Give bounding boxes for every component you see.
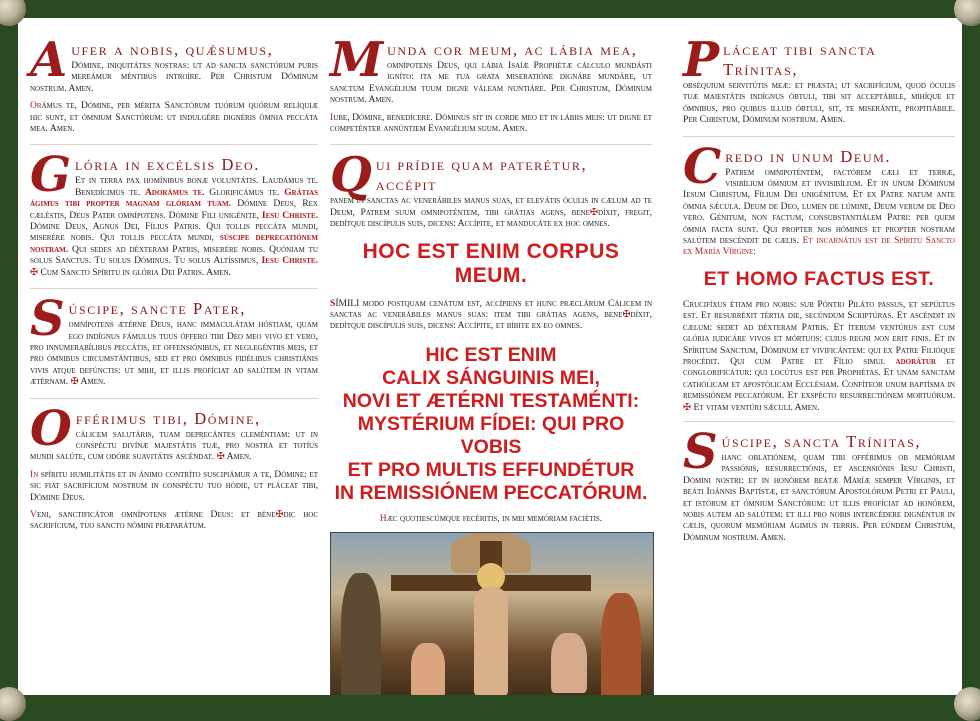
cross-icon: ✠	[589, 206, 599, 218]
consecration-host: HOC EST ENIM CORPUS MEUM.	[362, 239, 620, 287]
prayer-heading: láceat tibi sancta Trínitas,	[723, 40, 877, 79]
prayer-text: Orámus te, Dómine, per mérita Sanctórum tuórum quórum relíquiæ hic sunt, et ómnium Sanctórum: ut indulgére dignéris ómnia peccáta mea. Amen.	[30, 100, 318, 135]
prayer-simili: SÍMILI modo postquam cenátum est, accípiens et hunc præclárum Cálicem in sanctas ac venerábiles manus suas: item tibi grátias agens, bene✠díxit, dedítque discípulis suis, dicens: Accípite, et bíbite ex eo omnes.	[330, 297, 652, 332]
prayer-heading: fférimus tibi, Dómine,	[75, 408, 261, 428]
prayer-placeat	[683, 32, 955, 126]
rubric: Or	[30, 100, 42, 112]
column-left	[30, 32, 319, 542]
prayer-text: Iube, Dómine, benedícere. Dóminus sit in corde meo et in lábiis meis: ut digne et competénter annúntiem Evangélium suum. Amen.	[330, 111, 652, 135]
prayer-offerimus	[30, 400, 319, 532]
prayer-heading: úscipe, sancta Trínitas,	[721, 431, 922, 451]
cross-icon: ✠	[622, 309, 631, 321]
prayer-text: Et in terra pax homínibus bonæ voluntátis. Laudámus te. Benedícimus te. Adorámus te. Glorificámus te. Grátias ágimus tibi propter magnam glóriam tuam. Dómine Deus, Rex cæléstis, Deus Pater omnípotens. Dómine Fili unigénite, Iesu Christe. Dómine Deus, Agnus Dei, Fílius Patris. Qui tollis peccáta mundi, miserére nobis. Qui tollis peccáta mundi, súscipe deprecatiónem nostram. Qui sedes ad déxteram Patris, miserére nobis. Quóniam tu solus Sanctus. Tu solus Dóminus. Tu solus Altíssimus, Iesu Christe. ✠ Cum Sancto Spíritu in glória Dei Patris. Amen.	[30, 175, 319, 278]
prayer-gloria	[30, 147, 319, 278]
drop-cap: S	[30, 291, 65, 348]
cross-icon: ✠	[70, 376, 79, 388]
divider	[30, 288, 318, 289]
prayer-heading: redo in unum Deum.	[725, 146, 892, 166]
cross-icon: ✠	[216, 451, 225, 463]
prayer-text: Veni, sanctificátor omnípotens ætérne Deus: et béne✠dic hoc sacrifícium, tuo sancto nómini præparátum.	[30, 508, 319, 532]
prayer-heading: úscipe, sancte Pater,	[68, 299, 246, 319]
drop-cap: G	[30, 147, 71, 204]
prayer-text: obséquium servitútis meæ: et præsta; ut sacrifícium, quod óculis tuæ maiestátis indígnus óbtuli, tibi sit acceptábile, mihíque et ómnibus, pro quibus illud óbtuli, sit, te miseránte, propitiábile. Per Christum, Dóminum nostrum. Amen.	[683, 80, 955, 126]
prayer-text: omnípotens Deus, qui lábia Isaíæ Prophétæ cálculo mundásti igníto: ita me tua grata miseratióne dignáre mundáre, ut sanctum Evangélium tuum digne váleam nuntiáre. Per Christum, Dóminum nostrum. Amen.	[330, 60, 652, 106]
drop-cap: C	[683, 138, 722, 195]
prayer-text: Patrem omnipoténtem, factórem cæli et terræ, visibílium ómnium et invisibílium. Et in unum Dóminum Iesum Christum, Fílium Dei unigénitum. Et ex Patre natum ante ómnia sǽcula. Deum de Deo, lumen de lúmine, Deum verum de Deo vero. Génitum, non factum, consubstantiálem Patri: per quem ómnia facta sunt. Qui propter nos hómines et propter nostram salútem descéndit de cælis. Et incarnátus est de Spíritu Sancto ex María Vírgine:	[683, 166, 955, 258]
cross-icon: ✠	[683, 401, 692, 413]
divider	[683, 421, 955, 422]
prayer-text: cálicem salutáris, tuam deprecántes cleméntiam: ut in conspéctu divínæ majestátis tuæ, pro nostra et totíus mundi salúte, cum odóre suavitátis ascéndat. ✠ Amen.	[30, 428, 318, 463]
drop-cap: S	[683, 423, 718, 480]
cross-icon: ✠	[30, 266, 39, 278]
page-sheet	[18, 18, 962, 695]
prayer-munda	[330, 32, 652, 135]
divider	[30, 398, 318, 399]
prayer-text: Dómine, iniquitátes nostras: ut ad sancta sanctórum puris mereámur méntibus introíre. Per Christum Dóminum nostrum. Amen.	[30, 60, 318, 94]
crucifixion-painting	[330, 532, 654, 695]
column-middle	[330, 32, 652, 695]
prayer-text: omnípotens ætérne Deus, hanc immaculátam hóstiam, quam ego indígnus fámulus tuus óffero tibi Deo meo vivo et vero, pro innumerabílibus peccátis, et offensiónibus, et neglegéntiis meis, et pro ómnibus circumstántibus, sed et pro ómnibus fidélibus christiánis vivis atque defúnctis: ut mihi, et illis profíciat ad salútem in vitam ætérnam. ✠ Amen.	[30, 319, 318, 388]
prayer-text: Crucifíxus étiam pro nobis: sub Póntio Piláto passus, et sepúltus est. Et resurréxit tértia die, secúndum Scriptúras. Et ascéndit in cælum: sedet ad déxteram Patris. Et íterum ventúrus est cum glória iudicáre vivos et mórtuos: cuius regni non erit finis. Et in Spíritum Sanctum, Dóminum et vivificántem: qui ex Patre Filióque procédit. Qui cum Patre et Fílio simul adorátur et conglorificátur: qui locútus est per Prophétas. Et unam sanctam cathólicam et apostólicam Ecclésiam. Confíteor unum baptísma in remissiónem peccatórum. Et exspécto resurrectiónem mortuórum. ✠ Et vitam ventúri sǽculi. Amen.	[683, 298, 956, 413]
incarnation-heading: ET HOMO FACTUS EST.	[703, 267, 935, 290]
rubric-note: Hæc quotiescúmque fecéritis, in mei memóriam faciétis.	[379, 512, 603, 524]
prayer-heading: unda cor meum, ac lábia mea,	[387, 40, 638, 59]
prayer-heading: ufer a nobis, quǽsumus,	[71, 40, 274, 59]
prayer-credo	[683, 138, 955, 258]
drop-cap: O	[30, 400, 72, 457]
divider	[330, 144, 652, 145]
drop-cap: P	[683, 32, 720, 88]
prayer-heading: ui prídie quam paterétur, accépit	[375, 155, 588, 195]
prayer-text: hanc oblatiónem, quam tibi offérimus ob memóriam passiónis, resurrectiónis, et ascensiónis Iesu Christi, Dómini nostri: et in honórem beátæ Maríæ semper Vírginis, et beáti Ioánnis Baptístæ, et sanctórum Apostolórum Petri et Pauli, et istórum et ómnium Sanctórum: ut illis profíciat ad honórem, nobis autem ad salútem: et illi pro nobis intercédere dignéntur in cælis, quorum memóriam ágimus in terris. Per eúndem Christum, Dóminum nostrum. Amen.	[683, 451, 955, 543]
divider	[683, 136, 955, 137]
column-right	[683, 32, 956, 553]
prayer-qui-pridie	[330, 147, 652, 230]
divider	[30, 144, 318, 145]
consecration-chalice: HIC EST ENIM CALIX SÁNGUINIS MEI, NOVI ET ÆTÉRNI TESTAMÉNTI: MYSTÉRIUM FÍDEI: QUI PRO VOBIS ET PRO MULTIS EFFUNDÉTUR IN REMISSIÓNEM PECCATÓRUM.	[334, 343, 648, 504]
prayer-text: In spíritu humilitátis et in ánimo contríto suscipiámur a te, Dómine: et sic fiat sacrifícium nostrum in conspéctu tuo hódie, ut pláceat tibi, Dómine Deus.	[30, 468, 318, 503]
drop-cap: Q	[330, 147, 372, 204]
prayer-heading: lória in excélsis Deo.	[75, 155, 260, 175]
drop-cap: M	[330, 32, 384, 88]
prayer-text: panem in sanctas ac venerábiles manus suas, et elevátis óculis in cælum ad te Deum, Patrem suum omnipoténtem, tibi grátias agens, bene✠díxit, fregit, dedítque discípulis suis, dicens: Accípite, et manducáte ex hoc omnes.	[330, 195, 652, 230]
corner-ornament	[954, 687, 980, 721]
prayer-suscipe-pater	[30, 291, 318, 388]
drop-cap: A	[30, 32, 68, 88]
prayer-suscipe-trinitas	[683, 423, 955, 543]
cross-icon: ✠	[275, 508, 284, 520]
prayer-aufer	[30, 32, 318, 135]
